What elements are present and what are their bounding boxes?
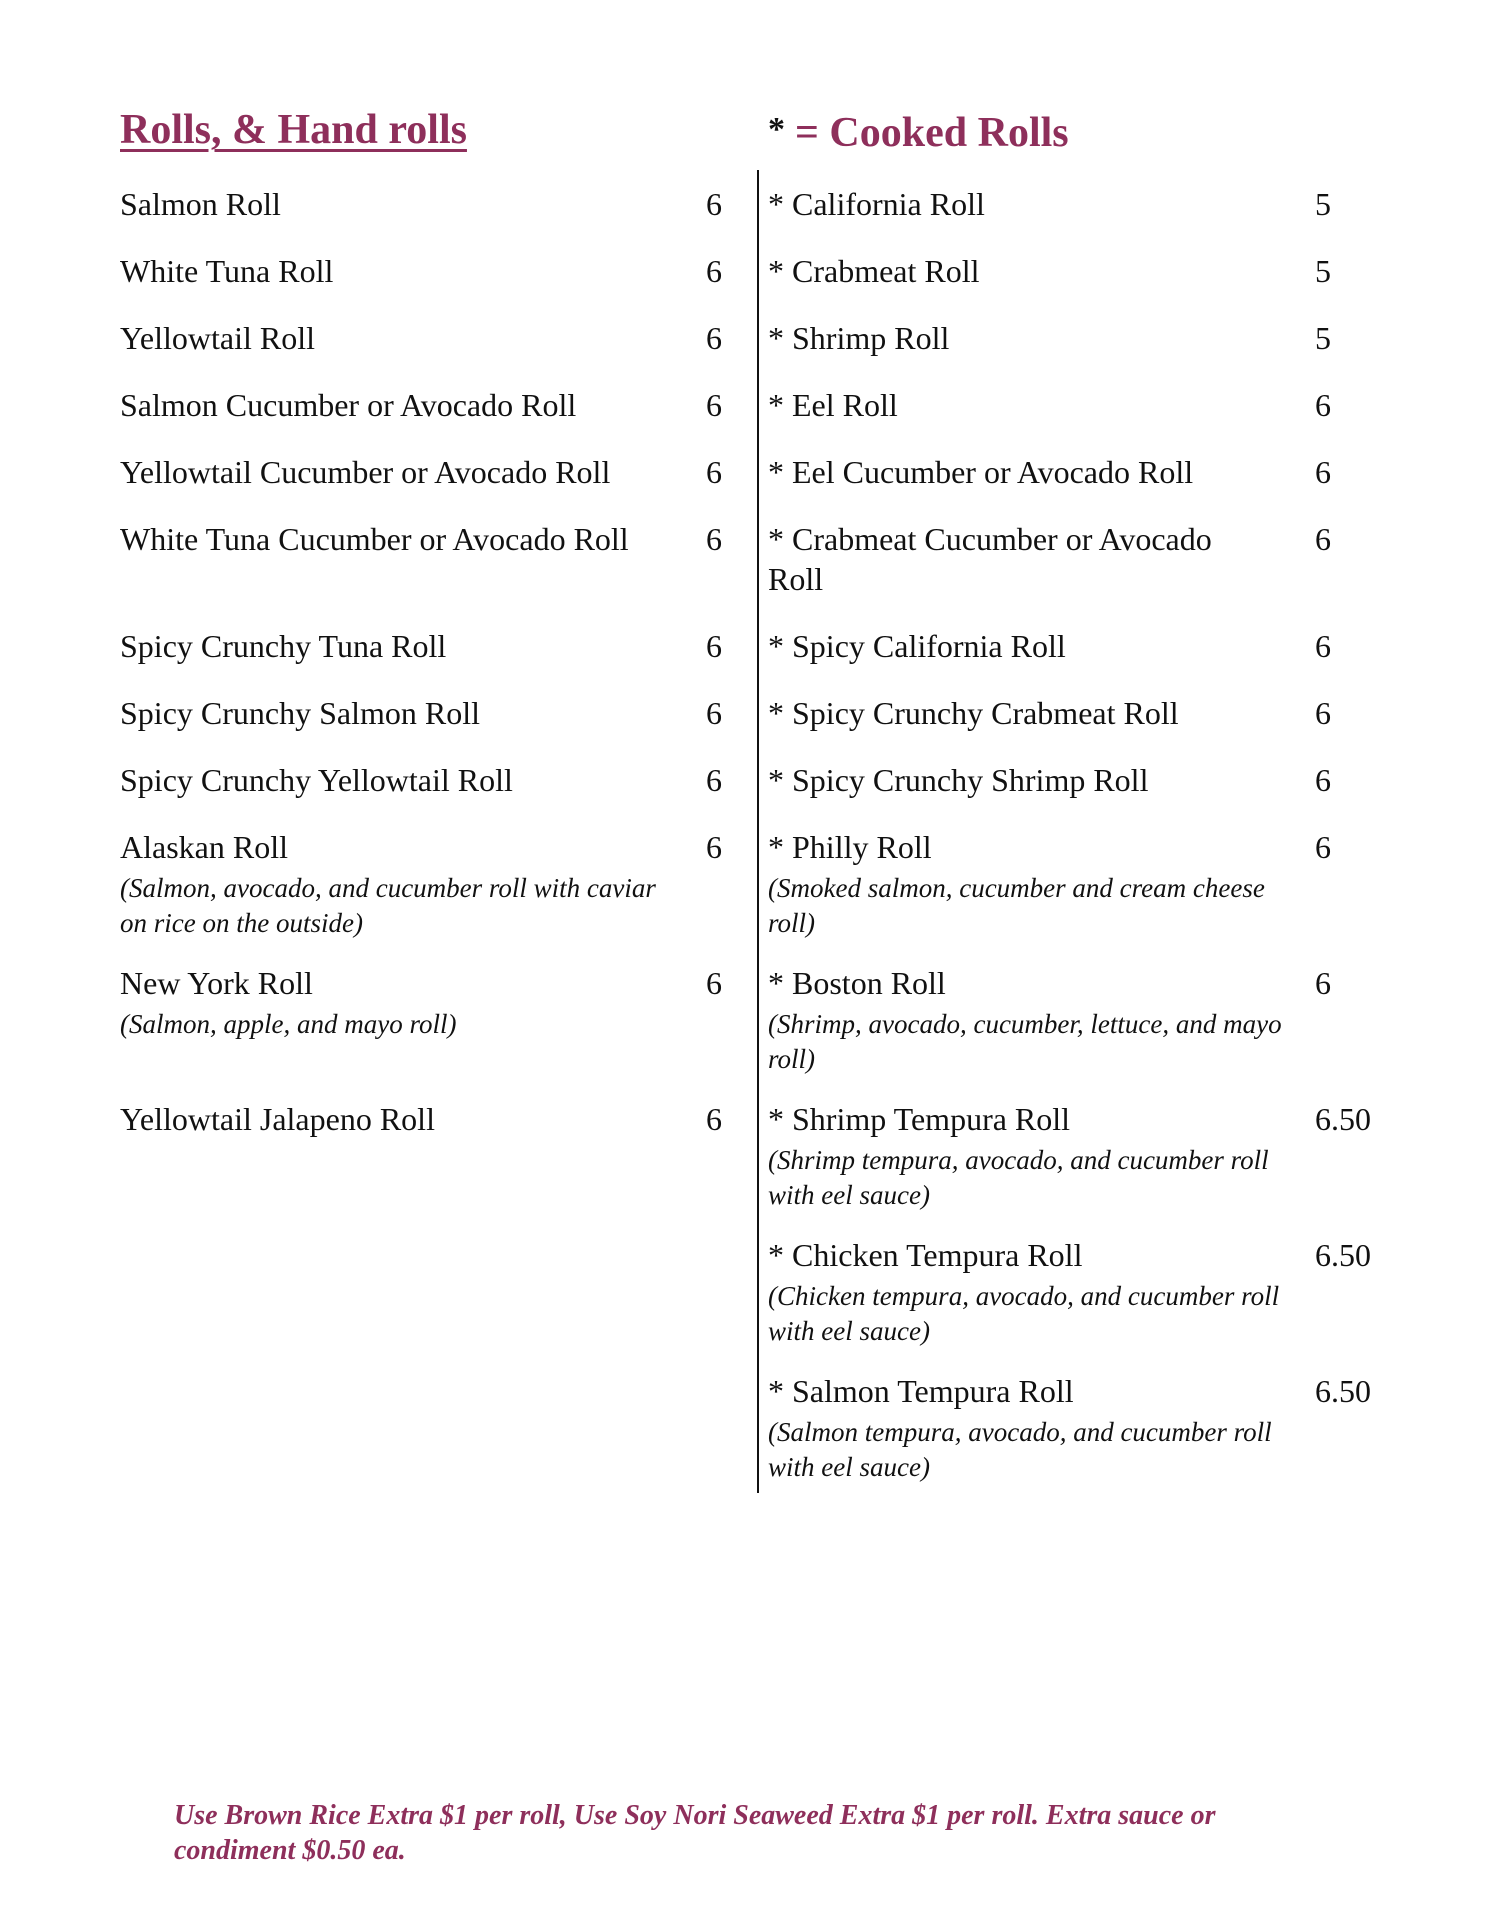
menu-item-name: New York Roll [120,965,313,1001]
menu-item-name: Spicy Crunchy Yellowtail Roll [120,762,513,798]
menu-item-price: 6 [706,695,722,731]
menu-item-name: Salmon Roll [120,186,281,222]
menu-item-name: Salmon Cucumber or Avocado Roll [120,387,577,423]
menu-item-price: 6 [1315,454,1331,490]
menu-item-name: * Crabmeat Cucumber or Avocado Roll [768,521,1212,597]
menu-item-name: * California Roll [768,186,985,222]
menu-item-name: Alaskan Roll [120,829,288,865]
menu-item-price: 6.50 [1315,1237,1371,1273]
menu-item-name: * Eel Cucumber or Avocado Roll [768,454,1194,490]
menu-item-price: 5 [1315,253,1331,289]
menu-item-price: 6 [1315,521,1331,557]
menu-item-price: 6 [706,186,722,222]
menu-item-price: 6 [706,320,722,356]
menu-item-name: White Tuna Roll [120,253,334,289]
menu-item-price: 6.50 [1315,1373,1371,1409]
menu-item-name: * Spicy Crunchy Shrimp Roll [768,762,1149,798]
menu-item-name: * Shrimp Roll [768,320,950,356]
menu-item-name: * Boston Roll [768,965,946,1001]
menu-item-name: Spicy Crunchy Salmon Roll [120,695,480,731]
menu-item-name: * Eel Roll [768,387,898,423]
cooked-rolls-heading-text: = Cooked Rolls [795,110,1069,156]
menu-item-name: * Spicy Crunchy Crabmeat Roll [768,695,1179,731]
menu-item-price: 6 [1315,387,1331,423]
rolls-heading: Rolls, & Hand rolls [120,107,467,153]
column-divider [757,170,759,1493]
menu-item-name: Yellowtail Roll [120,320,315,356]
menu-item-name: Spicy Crunchy Tuna Roll [120,628,447,664]
menu-item-price: 6 [706,521,722,557]
menu-item-price: 6 [706,965,722,1001]
cooked-star-marker: * [768,111,785,148]
menu-item-price: 6 [706,829,722,865]
menu-item-price: 6 [1315,829,1331,865]
menu-item-description: (Shrimp, avocado, cucumber, lettuce, and mayo roll) [768,1009,1282,1074]
menu-item-description: (Smoked salmon, cucumber and cream cheese roll) [768,873,1265,938]
menu-item-name: * Shrimp Tempura Roll [768,1101,1071,1137]
menu-item-price: 5 [1315,186,1331,222]
menu-item-price: 6.50 [1315,1101,1371,1137]
menu-item-description: (Chicken tempura, avocado, and cucumber roll with eel sauce) [768,1281,1280,1346]
menu-item-description: (Salmon, avocado, and cucumber roll with caviar on rice on the outside) [120,873,656,938]
menu-item-description: (Salmon, apple, and mayo roll) [120,1009,457,1039]
menu-item-name: * Philly Roll [768,829,932,865]
menu-item-name: * Spicy California Roll [768,628,1066,664]
menu-item-description: (Salmon tempura, avocado, and cucumber roll with eel sauce) [768,1417,1272,1482]
menu-item-price: 6 [706,454,722,490]
menu-item-name: * Salmon Tempura Roll [768,1373,1074,1409]
menu-item-name: * Chicken Tempura Roll [768,1237,1083,1273]
menu-item-price: 6 [1315,695,1331,731]
menu-item-name: Yellowtail Jalapeno Roll [120,1101,435,1137]
menu-item-price: 6 [706,1101,722,1137]
menu-item-price: 6 [1315,762,1331,798]
menu-item-price: 6 [706,762,722,798]
menu-item-name: * Crabmeat Roll [768,253,980,289]
menu-item-name: White Tuna Cucumber or Avocado Roll [120,521,629,557]
menu-item-price: 6 [706,387,722,423]
menu-item-price: 6 [1315,965,1331,1001]
menu-item-name: Yellowtail Cucumber or Avocado Roll [120,454,611,490]
extras-footnote: Use Brown Rice Extra $1 per roll, Use Soy Nori Seaweed Extra $1 per roll. Extra sauce or condiment $0.50 ea. [174,1800,1216,1866]
menu-item-price: 6 [706,628,722,664]
menu-item-price: 6 [706,253,722,289]
menu-item-description: (Shrimp tempura, avocado, and cucumber roll with eel sauce) [768,1145,1269,1210]
menu-item-price: 6 [1315,628,1331,664]
menu-item-price: 5 [1315,320,1331,356]
cooked-rolls-heading [768,104,1069,159]
